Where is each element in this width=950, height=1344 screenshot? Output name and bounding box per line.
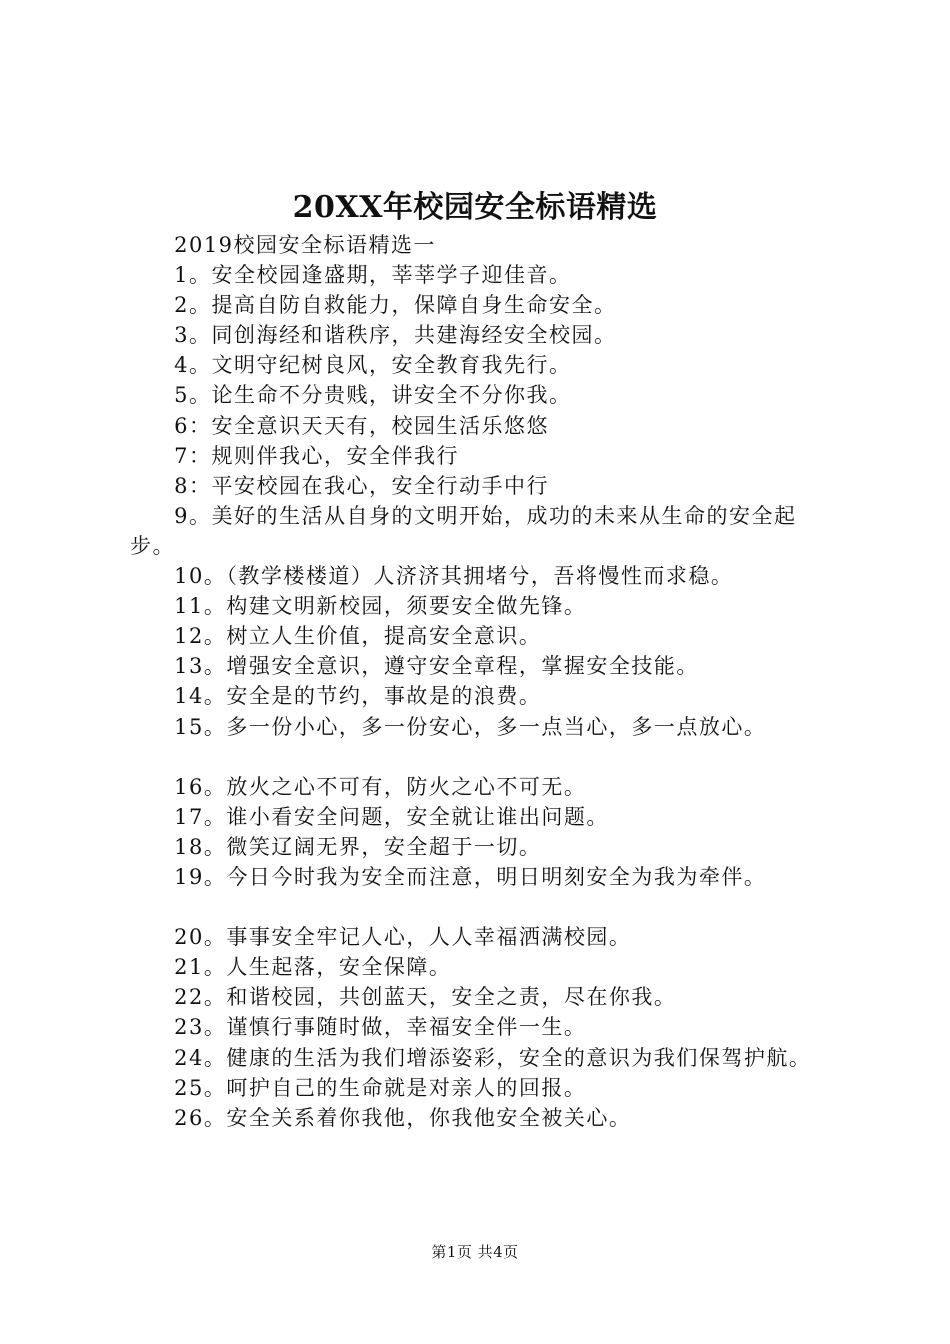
slogan-item: 25。呵护自己的生命就是对亲人的回报。 bbox=[174, 1075, 587, 1100]
blank-line bbox=[130, 742, 840, 772]
slogan-item: 9。美好的生活从自身的文明开始，成功的未来从生命的安全起步。 bbox=[130, 503, 797, 558]
slogan-item: 24。健康的生活为我们增添姿彩，安全的意识为我们保驾护航。 bbox=[174, 1045, 812, 1070]
page-footer: 第1页 共4页 bbox=[431, 1243, 519, 1261]
slogan-item: 18。微笑辽阔无界，安全超于一切。 bbox=[174, 834, 542, 859]
slogan-item: 2。提高自防自救能力，保障自身生命安全。 bbox=[174, 293, 617, 318]
slogan-item: 10。（教学楼楼道）人济济其拥堵兮，吾将慢性而求稳。 bbox=[174, 564, 734, 589]
slogan-item: 14。安全是的节约，事故是的浪费。 bbox=[174, 684, 542, 709]
slogan-item: 8：平安校园在我心，安全行动手中行 bbox=[174, 473, 549, 498]
slogan-item: 22。和谐校园，共创蓝天，安全之责，尽在你我。 bbox=[174, 985, 677, 1010]
slogan-item: 21。人生起落，安全保障。 bbox=[174, 955, 452, 980]
document-title: 20XX年校园安全标语精选 bbox=[292, 190, 658, 225]
slogan-item: 17。谁小看安全问题，安全就让谁出问题。 bbox=[174, 804, 609, 829]
slogan-item: 23。谨慎行事随时做，幸福安全伴一生。 bbox=[174, 1015, 587, 1040]
slogan-item: 19。今日今时我为安全而注意，明日明刻安全为我为牵伴。 bbox=[174, 864, 767, 889]
slogan-item: 5。论生命不分贵贱，讲安全不分你我。 bbox=[174, 383, 572, 408]
slogan-item: 12。树立人生价值，提高安全意识。 bbox=[174, 624, 542, 649]
slogan-item: 1。安全校园逢盛期，莘莘学子迎佳音。 bbox=[174, 263, 572, 288]
slogan-item: 13。增强安全意识，遵守安全章程，掌握安全技能。 bbox=[174, 654, 699, 679]
slogan-item: 20。事事安全牢记人心，人人幸福洒满校园。 bbox=[174, 925, 632, 950]
slogan-item: 3。同创海经和谐秩序，共建海经安全校园。 bbox=[174, 323, 617, 348]
slogan-item: 26。安全关系着你我他，你我他安全被关心。 bbox=[174, 1105, 632, 1130]
section-heading: 2019校园安全标语精选一 bbox=[174, 233, 437, 257]
blank-line bbox=[130, 892, 840, 922]
slogan-item: 4。文明守纪树良风，安全教育我先行。 bbox=[174, 353, 572, 378]
slogan-item: 15。多一份小心，多一份安心，多一点当心，多一点放心。 bbox=[174, 714, 767, 739]
slogan-item: 6：安全意识天天有，校园生活乐悠悠 bbox=[174, 413, 549, 438]
slogan-item: 16。放火之心不可有，防火之心不可无。 bbox=[174, 774, 587, 799]
slogan-item: 7：规则伴我心，安全伴我行 bbox=[174, 443, 459, 468]
document-body bbox=[130, 230, 840, 1133]
slogan-item: 11。构建文明新校园，须要安全做先锋。 bbox=[174, 594, 587, 619]
